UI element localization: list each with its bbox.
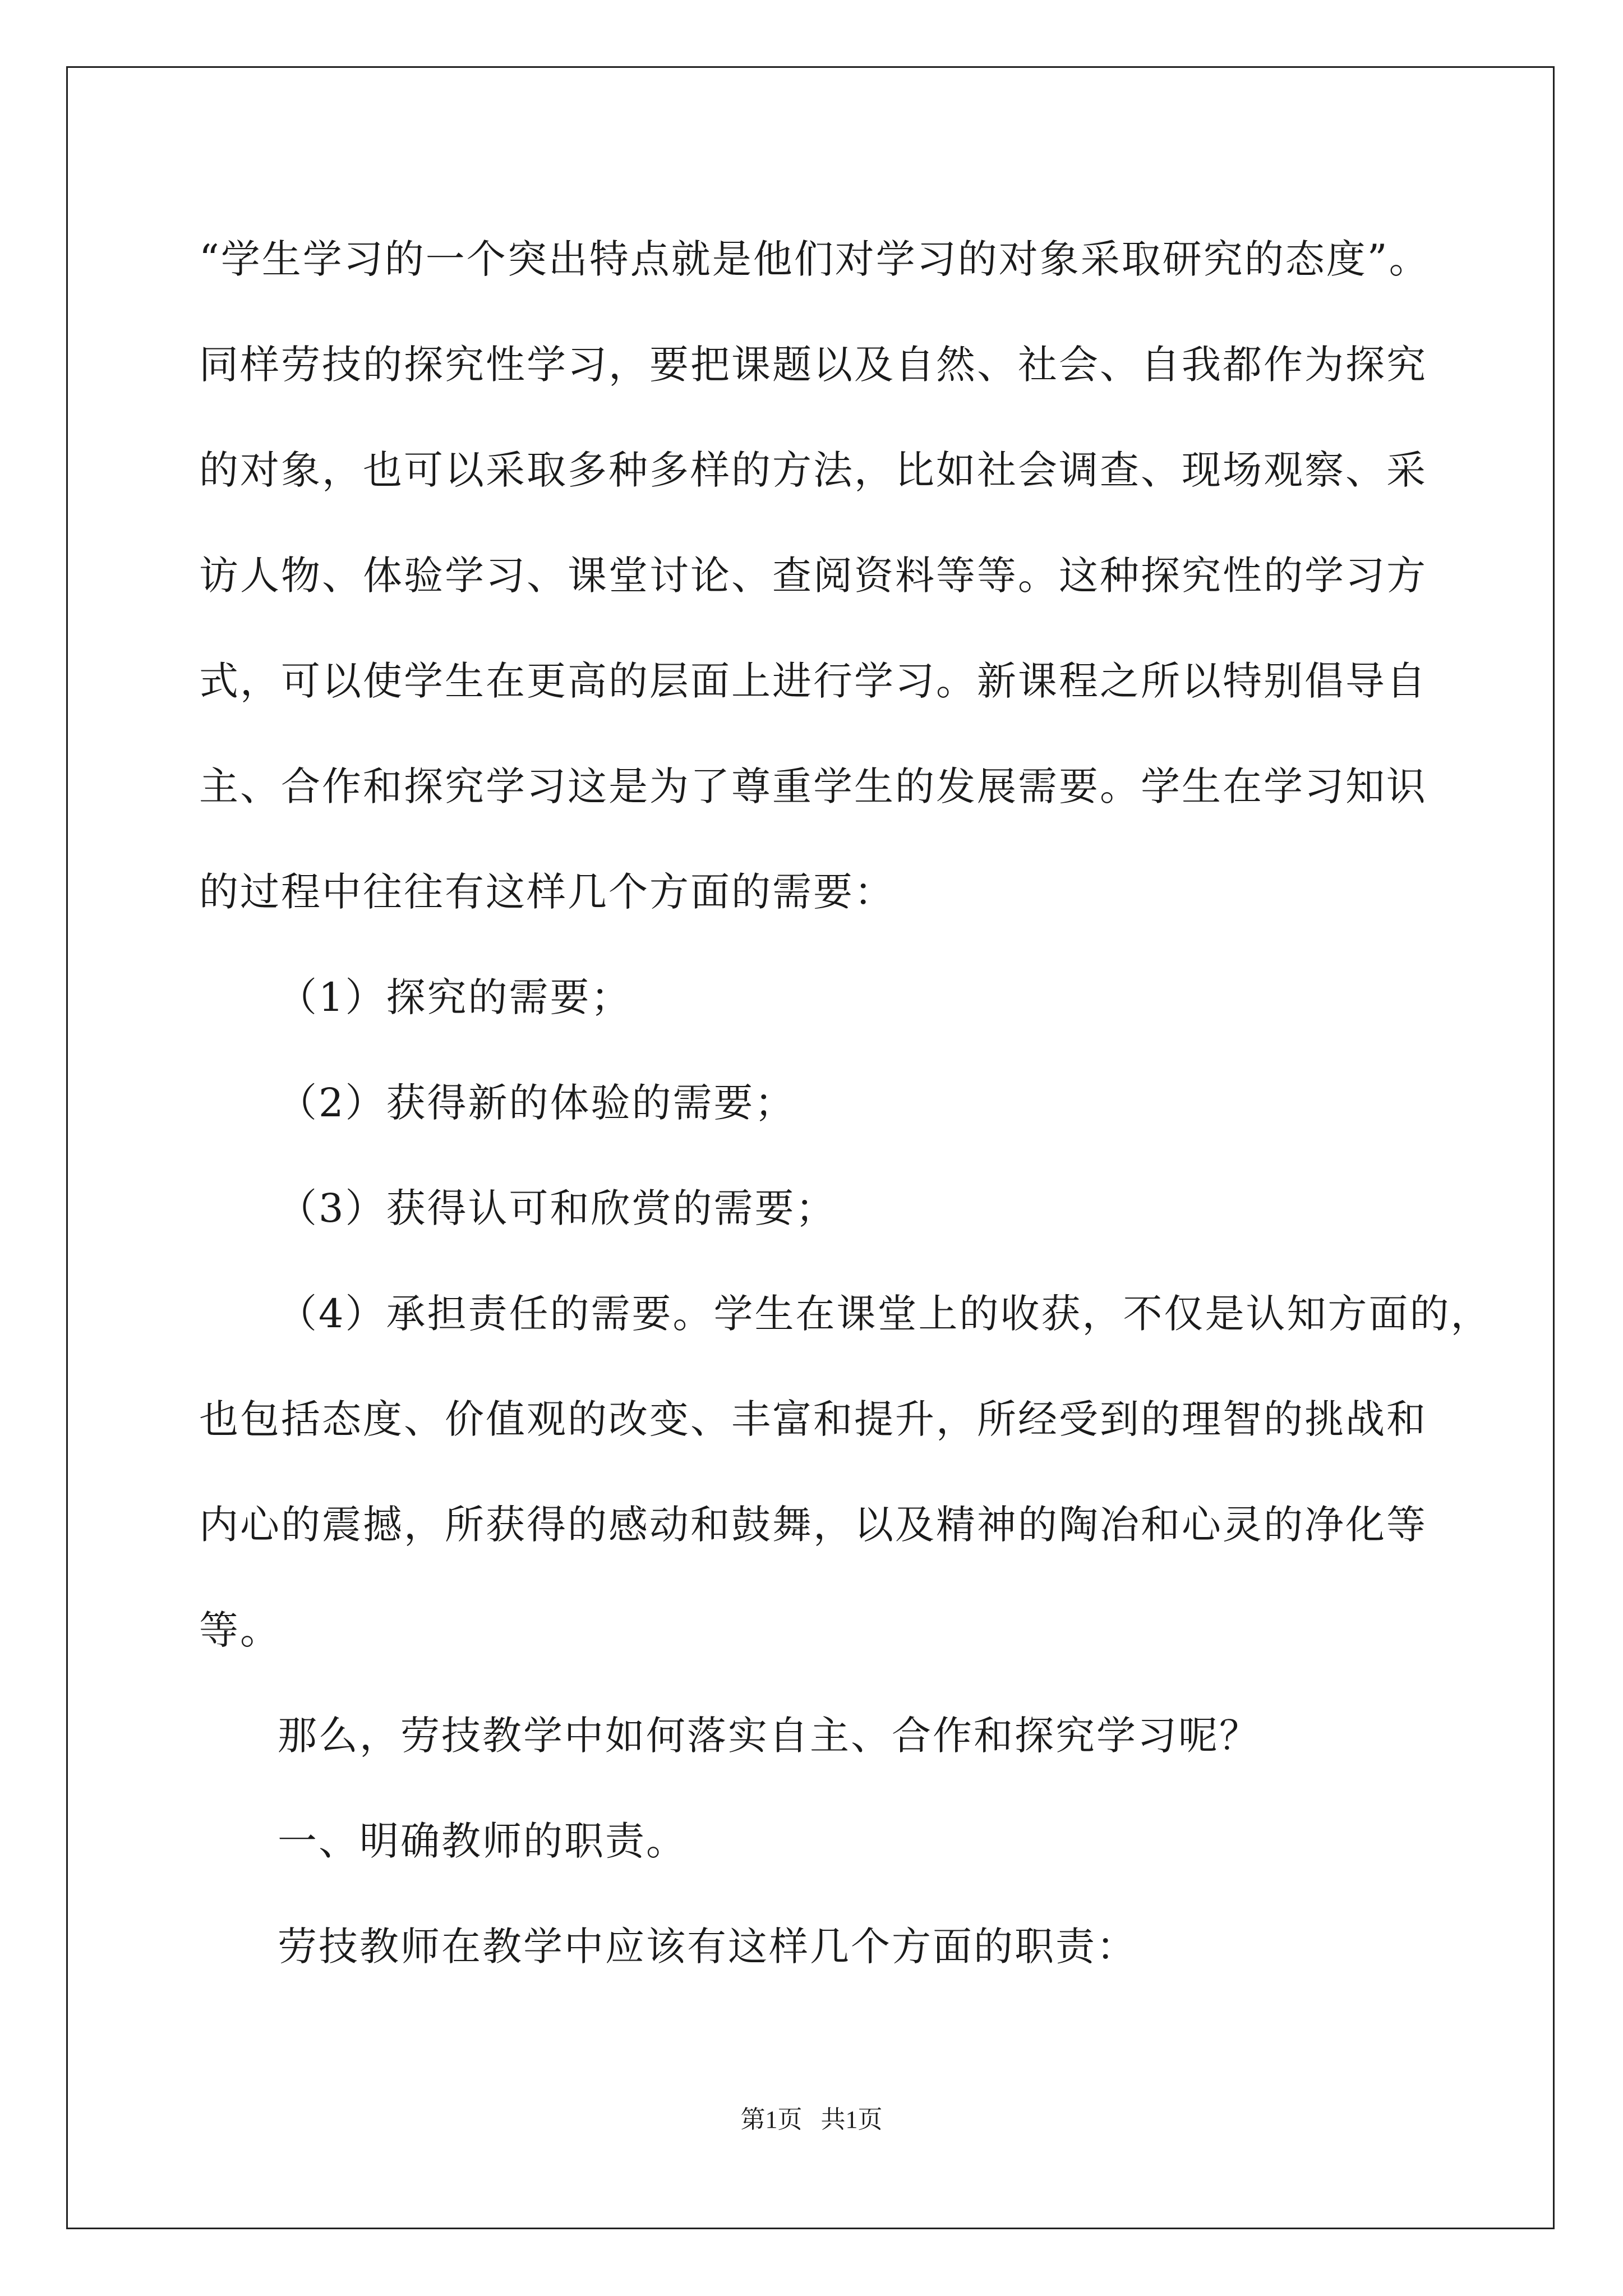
document-body	[199, 206, 1492, 1999]
paragraph-line: “学生学习的一个突出特点就是他们对学习的对象采取研究的态度”。	[199, 236, 1430, 282]
list-item-3: （3）获得认可和欣赏的需要；	[278, 1185, 837, 1231]
paragraph-line: 劳技教师在教学中应该有这样几个方面的职责：	[278, 1924, 1137, 1970]
list-item-4: （4）承担责任的需要。学生在课堂上的收获，不仅是认知方面的，	[278, 1291, 1492, 1337]
paragraph-line: 等。	[199, 1607, 281, 1653]
paragraph-line: 那么，劳技教学中如何落实自主、合作和探究学习呢？	[278, 1713, 1260, 1759]
paragraph-line: 同样劳技的探究性学习，要把课题以及自然、社会、自我都作为探究	[199, 342, 1427, 388]
paragraph-line: 的过程中往往有这样几个方面的需要：	[199, 869, 895, 915]
section-heading: 一、明确教师的职责。	[278, 1818, 687, 1864]
paragraph-line: 式，可以使学生在更高的层面上进行学习。新课程之所以特别倡导自	[199, 658, 1427, 704]
paragraph-line: 也包括态度、价值观的改变、丰富和提升，所经受到的理智的挑战和	[199, 1396, 1427, 1442]
paragraph-line: 主、合作和探究学习这是为了尊重学生的发展需要。学生在学习知识	[199, 763, 1427, 809]
page-number-footer: 第1页 共1页	[740, 2106, 883, 2133]
paragraph-line: 访人物、体验学习、课堂讨论、查阅资料等等。这种探究性的学习方	[199, 553, 1427, 599]
paragraph-line: 内心的震撼，所获得的感动和鼓舞，以及精神的陶冶和心灵的净化等	[199, 1502, 1427, 1548]
paragraph-line: 的对象，也可以采取多种多样的方法，比如社会调查、现场观察、采	[199, 447, 1427, 493]
list-item-1: （1）探究的需要；	[278, 974, 632, 1020]
list-item-2: （2）获得新的体验的需要；	[278, 1080, 796, 1126]
